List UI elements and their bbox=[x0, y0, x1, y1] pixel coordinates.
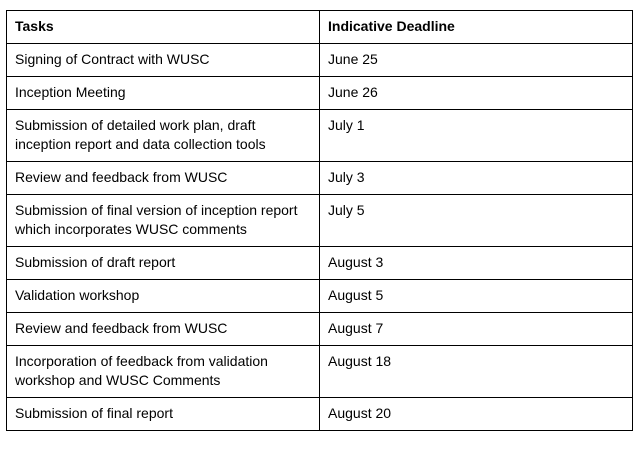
task-cell: Submission of final report bbox=[7, 398, 320, 431]
deadline-cell: August 5 bbox=[320, 280, 633, 313]
deadline-cell: July 3 bbox=[320, 162, 633, 195]
deadlines-table bbox=[6, 10, 633, 431]
table-row bbox=[7, 280, 633, 313]
table-row bbox=[7, 398, 633, 431]
task-cell: Submission of draft report bbox=[7, 247, 320, 280]
table-header-row bbox=[7, 11, 633, 44]
table-row bbox=[7, 346, 633, 398]
task-cell: Incorporation of feedback from validation workshop and WUSC Comments bbox=[7, 346, 320, 398]
deadline-cell: June 25 bbox=[320, 44, 633, 77]
deadline-cell: June 26 bbox=[320, 77, 633, 110]
task-cell: Validation workshop bbox=[7, 280, 320, 313]
deadline-cell: July 1 bbox=[320, 110, 633, 162]
deadline-cell: July 5 bbox=[320, 195, 633, 247]
task-cell: Review and feedback from WUSC bbox=[7, 313, 320, 346]
header-indicative-deadline: Indicative Deadline bbox=[320, 11, 633, 44]
task-cell: Submission of final version of inception report which incorporates WUSC comments bbox=[7, 195, 320, 247]
header-tasks: Tasks bbox=[7, 11, 320, 44]
table-row bbox=[7, 77, 633, 110]
deadline-cell: August 3 bbox=[320, 247, 633, 280]
task-cell: Signing of Contract with WUSC bbox=[7, 44, 320, 77]
table-row bbox=[7, 195, 633, 247]
deadline-cell: August 18 bbox=[320, 346, 633, 398]
deadline-cell: August 7 bbox=[320, 313, 633, 346]
task-cell: Review and feedback from WUSC bbox=[7, 162, 320, 195]
table-row bbox=[7, 247, 633, 280]
deadline-cell: August 20 bbox=[320, 398, 633, 431]
task-cell: Inception Meeting bbox=[7, 77, 320, 110]
table-row bbox=[7, 162, 633, 195]
table-row bbox=[7, 313, 633, 346]
table-row bbox=[7, 44, 633, 77]
table-row bbox=[7, 110, 633, 162]
task-cell: Submission of detailed work plan, draft inception report and data collection tools bbox=[7, 110, 320, 162]
